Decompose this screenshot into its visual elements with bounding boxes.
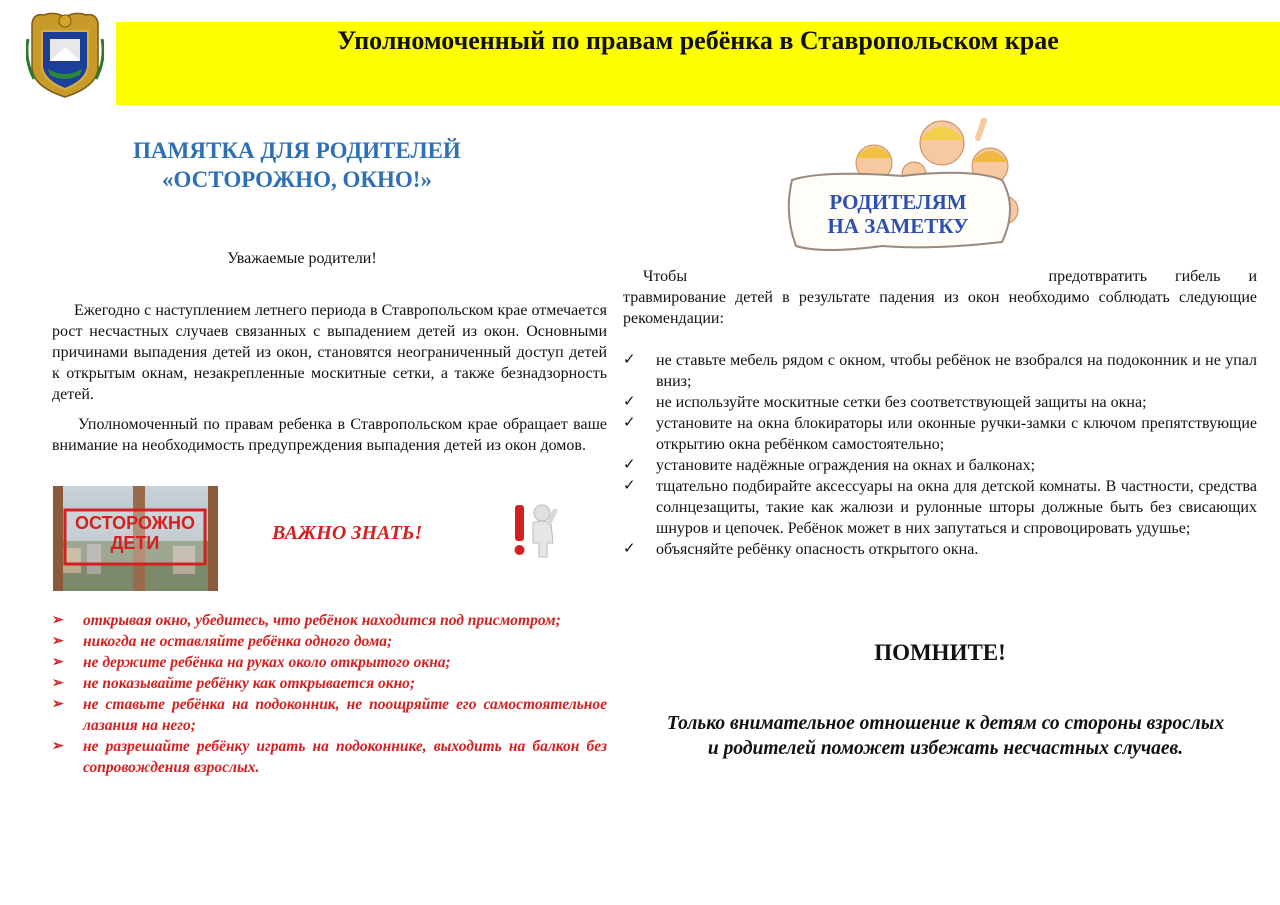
checkmark-icon: ✓ — [623, 415, 636, 431]
list-item: ➢ никогда не оставляйте ребёнка одного дома; — [52, 633, 393, 650]
list-item: ✓ не ставьте мебель рядом с окном, чтобы ребёнок не взобрался на подоконник и не упал вниз; — [623, 352, 1257, 390]
list-item: ➢ не разрешайте ребёнку играть на подоконнике, выходить на балкон без сопровождения взрослых. — [52, 738, 607, 776]
badge-line2: НА ЗАМЕТКУ — [827, 214, 969, 238]
greeting: Уважаемые родители! — [227, 250, 377, 267]
list-item: ✓ установите надёжные ограждения на окнах и балконах; — [623, 457, 1036, 474]
list-item: ✓ не используйте москитные сетки без соответствующей защиты на окна; — [623, 394, 1147, 411]
parents-note-badge — [782, 118, 1030, 258]
recommendations-intro: Чтобы предотвратить гибель и травмирование детей в результате падения из окон необходимо соблюдать следующие рекомендации: — [623, 268, 1257, 327]
important-heading: ВАЖНО ЗНАТЬ! — [272, 522, 423, 544]
closing-statement: Только внимательное отношение к детям со стороны взрослых и родителей поможет избежать несчастных случаев. — [666, 713, 1225, 759]
photo-sign-line1: ОСТОРОЖНО — [75, 513, 195, 533]
list-item: ✓ установите на окна блокираторы или оконные ручки-замки с ключом препятствующие открытию окна ребёнком самостоятельно; — [623, 415, 1257, 453]
caution-children-photo — [53, 486, 218, 591]
header-title: Уполномоченный по правам ребёнка в Ставропольском крае — [337, 26, 1059, 55]
list-item: ➢ не ставьте ребёнка на подоконник, не поощряйте его самостоятельное лазания на него; — [52, 696, 607, 734]
header-banner — [116, 22, 1280, 105]
memo-title-line1: ПАМЯТКА ДЛЯ РОДИТЕЛЕЙ — [133, 138, 461, 163]
ombudsman-paragraph: Уполномоченный по правам ребенка в Ставропольском крае обращает ваше внимание на необходимость предупреждения выпадения детей из окон домов. — [52, 416, 607, 454]
intro-paragraph: Ежегодно с наступлением летнего периода в Ставропольском крае отмечается рост несчастных случаев связанных с выпадением детей из окон. Основными причинами выпадения детей из окон, становятся неограниченный доступ детей к открытым окнам, незакрепленные москитные сетки, а также безнадзорность детей. — [52, 302, 607, 403]
memo-title — [52, 136, 542, 194]
checkmark-icon: ✓ — [623, 478, 636, 494]
badge-line1: РОДИТЕЛЯМ — [829, 190, 967, 214]
arrowhead-bullet-icon: ➢ — [52, 613, 64, 628]
recommendations-list — [623, 350, 1257, 560]
checkmark-icon: ✓ — [623, 457, 636, 473]
photo-sign-line2: ДЕТИ — [110, 533, 160, 553]
list-item: ➢ открывая окно, убедитесь, что ребёнок находится под присмотром; — [52, 612, 561, 629]
list-item: ➢ не показывайте ребёнку как открывается окно; — [52, 675, 416, 692]
safety-rules-list — [52, 610, 607, 778]
arrowhead-bullet-icon: ➢ — [52, 655, 64, 670]
arrowhead-bullet-icon: ➢ — [52, 697, 64, 712]
checkmark-icon: ✓ — [623, 352, 636, 368]
list-item: ✓ объясняйте ребёнку опасность открытого окна. — [623, 541, 979, 558]
checkmark-icon: ✓ — [623, 541, 636, 557]
memo-title-line2: «ОСТОРОЖНО, ОКНО!» — [162, 167, 432, 192]
arrowhead-bullet-icon: ➢ — [52, 676, 64, 691]
list-item: ➢ не держите ребёнка на руках около открытого окна; — [52, 654, 451, 671]
checkmark-icon: ✓ — [623, 394, 636, 410]
arrowhead-bullet-icon: ➢ — [52, 634, 64, 649]
arrowhead-bullet-icon: ➢ — [52, 739, 64, 754]
coat-of-arms-icon — [26, 9, 104, 99]
remember-heading: ПОМНИТЕ! — [874, 640, 1006, 665]
list-item: ✓ тщательно подбирайте аксессуары на окна для детской комнаты. В частности, средства солнцезащиты, такие как жалюзи и рулонные шторы должные быть без свисающих шнуров и цепочек. Ребёнок может в них запутаться и спровоцировать удушье; — [623, 478, 1257, 537]
exclamation-figure-icon — [505, 499, 575, 559]
